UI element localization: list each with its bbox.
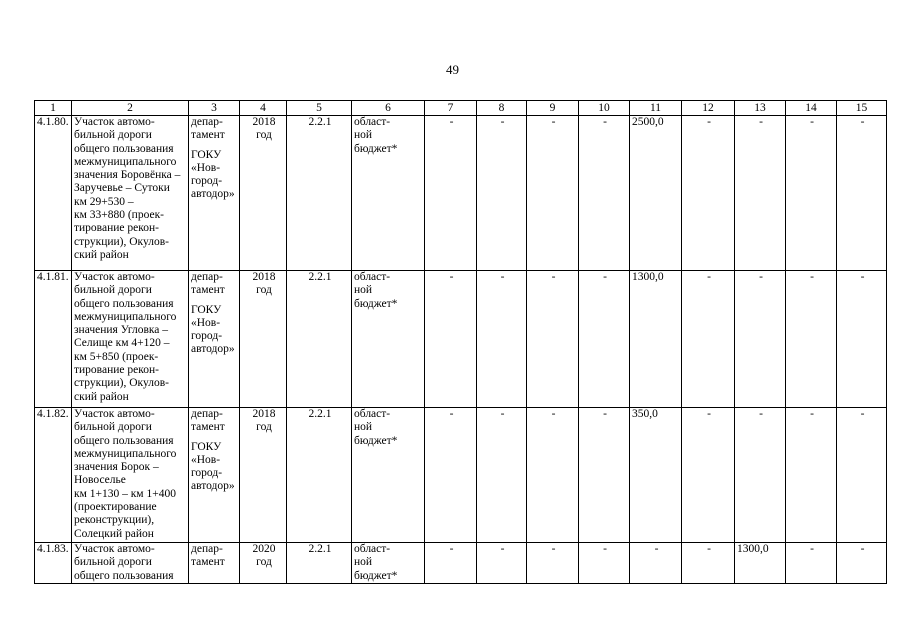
cell-line: ной [354, 129, 373, 142]
cell-line: депар- [191, 408, 223, 420]
empty-value: - [735, 116, 786, 271]
cell-line: «Нов- [191, 453, 221, 466]
cell-line: бюджет* [354, 569, 398, 582]
target-indicator-code: 2.2.1 [287, 271, 352, 408]
empty-value: - [579, 116, 630, 271]
column-header: 11 [630, 101, 682, 116]
target-indicator-code: 2.2.1 [287, 116, 352, 271]
empty-value: - [579, 543, 630, 584]
page-number: 49 [446, 62, 459, 77]
cell-line: год [256, 556, 272, 569]
cell-line: общего пользования [74, 297, 174, 310]
cell-line: км 29+530 – [74, 195, 134, 208]
cell-line: 2018 [252, 116, 276, 128]
cell-line: значения Боровёнка – [74, 169, 181, 182]
cell-line: бильной дороги [74, 284, 152, 297]
cell-line: автодор» [191, 188, 235, 201]
cell-line: год [256, 421, 272, 434]
column-header: 13 [735, 101, 786, 116]
cell-line: «Нов- [191, 316, 221, 329]
table-row [35, 116, 887, 271]
cell-line: тамент [191, 129, 225, 142]
empty-value: - [527, 408, 579, 543]
cell-line: ский район [74, 248, 129, 261]
empty-value: - [425, 271, 477, 408]
funding-amount: 2500,0 [630, 116, 682, 271]
row-number: 4.1.80. [35, 116, 72, 271]
column-header: 12 [682, 101, 735, 116]
funding-source [352, 271, 425, 408]
column-header: 10 [579, 101, 630, 116]
responsible-executor [189, 116, 240, 271]
cell-line: тамент [191, 421, 225, 434]
cell-line: км 5+850 (проек- [74, 350, 159, 363]
empty-value: - [735, 271, 786, 408]
cell-line: 2018 [252, 271, 276, 283]
cell-line: (проектирование [74, 501, 157, 514]
cell-line: реконструкции), [74, 514, 155, 527]
implementation-year [240, 408, 287, 543]
column-header: 2 [72, 101, 189, 116]
empty-value: - [425, 408, 477, 543]
cell-line: област- [354, 271, 391, 283]
column-header: 14 [786, 101, 837, 116]
empty-value: - [786, 271, 837, 408]
funding-source [352, 116, 425, 271]
column-header: 7 [425, 101, 477, 116]
cell-line: ной [354, 284, 373, 297]
table-row [35, 271, 887, 408]
cell-line: Участок автомо- [74, 408, 155, 420]
column-header: 4 [240, 101, 287, 116]
cell-line: Солецкий район [74, 527, 154, 540]
cell-line: ГОКУ [191, 303, 222, 316]
column-header: 3 [189, 101, 240, 116]
cell-line: депар- [191, 543, 223, 555]
cell-line: межмуниципального [74, 310, 177, 323]
empty-value: - [682, 271, 735, 408]
funding-amount: 1300,0 [630, 271, 682, 408]
cell-line: значения Угловка – [74, 324, 169, 337]
empty-value: - [786, 408, 837, 543]
empty-value: - [837, 271, 887, 408]
column-header: 15 [837, 101, 887, 116]
funding-source [352, 408, 425, 543]
cell-line: област- [354, 408, 391, 420]
cell-line: общего пользования [74, 142, 174, 155]
cell-line: год [256, 129, 272, 142]
funding-amount: 1300,0 [735, 543, 786, 584]
row-number: 4.1.83. [35, 543, 72, 584]
empty-value: - [579, 408, 630, 543]
responsible-executor [189, 408, 240, 543]
cell-line: струкции), Окулов- [74, 377, 169, 390]
row-number: 4.1.81. [35, 271, 72, 408]
cell-line: км 1+130 – км 1+400 [74, 487, 176, 500]
empty-value: - [527, 543, 579, 584]
column-header: 1 [35, 101, 72, 116]
cell-line: ГОКУ [191, 440, 222, 453]
cell-line: Заручевье – Сутоки [74, 182, 170, 195]
cell-line: тамент [191, 284, 225, 297]
budget-table [34, 100, 887, 584]
cell-line: тамент [191, 556, 225, 569]
empty-value: - [682, 543, 735, 584]
cell-line: автодор» [191, 343, 235, 356]
cell-line: Селище км 4+120 – [74, 337, 170, 350]
empty-value: - [527, 271, 579, 408]
cell-line: бюджет* [354, 142, 398, 155]
column-header: 9 [527, 101, 579, 116]
cell-line: ГОКУ [191, 148, 222, 161]
responsible-executor [189, 271, 240, 408]
cell-line: бильной дороги [74, 556, 152, 569]
empty-value: - [682, 116, 735, 271]
empty-value: - [579, 271, 630, 408]
implementation-year [240, 543, 287, 584]
cell-line: км 33+880 (проек- [74, 209, 164, 222]
cell-line: «Нов- [191, 161, 221, 174]
cell-line: ский район [74, 390, 129, 403]
responsible-executor [189, 543, 240, 584]
implementation-year [240, 116, 287, 271]
cell-line: Участок автомо- [74, 271, 155, 283]
cell-line: бильной дороги [74, 129, 152, 142]
cell-line: значения Борок – [74, 461, 159, 474]
cell-line: област- [354, 116, 391, 128]
empty-value: - [837, 408, 887, 543]
empty-value: - [477, 271, 527, 408]
target-indicator-code: 2.2.1 [287, 543, 352, 584]
column-header: 6 [352, 101, 425, 116]
cell-line: област- [354, 543, 391, 555]
cell-line: тирование рекон- [74, 364, 159, 377]
cell-line: общего пользования [74, 434, 174, 447]
cell-line: город- [191, 467, 223, 480]
implementation-year [240, 271, 287, 408]
empty-value: - [786, 543, 837, 584]
table-row [35, 408, 887, 543]
cell-line: Участок автомо- [74, 116, 155, 128]
cell-line: депар- [191, 116, 223, 128]
empty-value: - [477, 543, 527, 584]
cell-line: ной [354, 556, 373, 569]
cell-line: тирование рекон- [74, 222, 159, 235]
object-description [72, 543, 189, 584]
empty-value: - [425, 116, 477, 271]
cell-line: автодор» [191, 480, 235, 493]
object-description [72, 116, 189, 271]
funding-amount: 350,0 [630, 408, 682, 543]
row-number: 4.1.82. [35, 408, 72, 543]
empty-value: - [477, 408, 527, 543]
cell-line: бюджет* [354, 434, 398, 447]
cell-line: Новоселье [74, 474, 126, 487]
cell-line: межмуниципального [74, 447, 177, 460]
table-row [35, 543, 887, 584]
empty-value: - [630, 543, 682, 584]
cell-line: общего пользования [74, 569, 174, 582]
empty-value: - [425, 543, 477, 584]
empty-value: - [735, 408, 786, 543]
cell-line: депар- [191, 271, 223, 283]
cell-line: год [256, 284, 272, 297]
cell-line: 2020 [252, 543, 276, 555]
empty-value: - [786, 116, 837, 271]
column-header: 5 [287, 101, 352, 116]
empty-value: - [527, 116, 579, 271]
column-header: 8 [477, 101, 527, 116]
cell-line: бюджет* [354, 297, 398, 310]
empty-value: - [682, 408, 735, 543]
empty-value: - [837, 543, 887, 584]
object-description [72, 271, 189, 408]
table-header-row [35, 101, 887, 116]
empty-value: - [837, 116, 887, 271]
cell-line: струкции), Окулов- [74, 235, 169, 248]
cell-line: город- [191, 330, 223, 343]
cell-line: 2018 [252, 408, 276, 420]
target-indicator-code: 2.2.1 [287, 408, 352, 543]
cell-line: бильной дороги [74, 421, 152, 434]
object-description [72, 408, 189, 543]
cell-line: город- [191, 175, 223, 188]
funding-source [352, 543, 425, 584]
cell-line: ной [354, 421, 373, 434]
empty-value: - [477, 116, 527, 271]
cell-line: Участок автомо- [74, 543, 155, 555]
cell-line: межмуниципального [74, 155, 177, 168]
